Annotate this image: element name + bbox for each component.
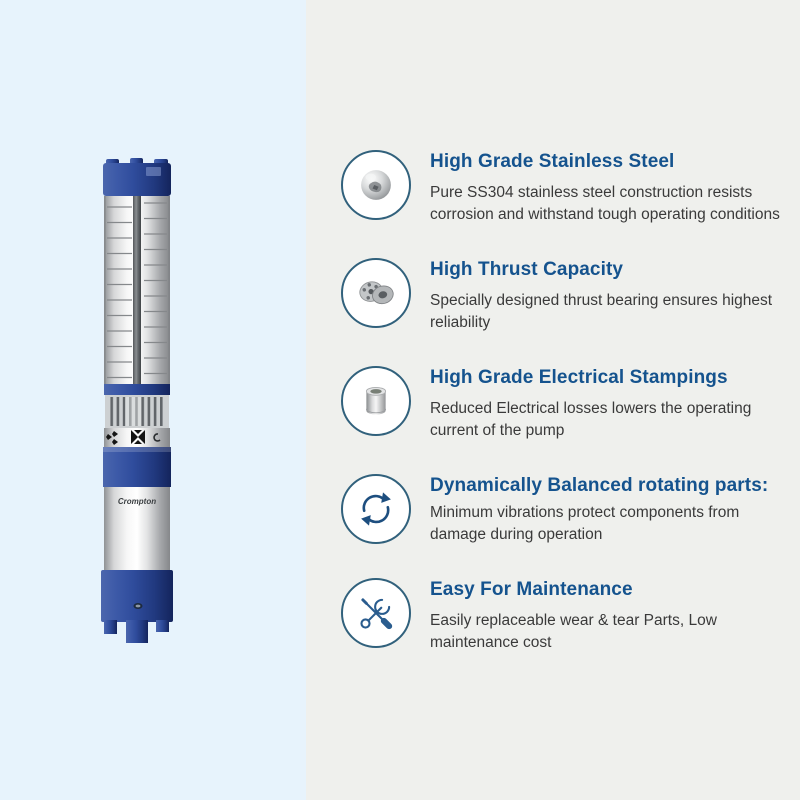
feature-text-block: [430, 150, 786, 227]
thrust-bearing-icon: [341, 258, 411, 328]
ball-bearing-icon: [341, 150, 411, 220]
feature-title: High Grade Electrical Stampings: [430, 367, 728, 388]
feature-text-block: [430, 474, 786, 547]
feature-description: Easily replaceable wear & tear Parts, Low maintenance cost: [430, 612, 717, 652]
electrical-stamping-icon: [341, 366, 411, 436]
feature-item-dynamic-balance: [341, 474, 786, 547]
feature-item-thrust-capacity: [341, 258, 786, 335]
feature-title: High Thrust Capacity: [430, 259, 624, 280]
feature-text-block: [430, 366, 786, 443]
feature-description: Reduced Electrical losses lowers the operating current of the pump: [430, 400, 752, 440]
rotation-arrows-icon: [341, 474, 411, 544]
pump-brand-label: Crompton: [117, 497, 157, 506]
feature-title: Dynamically Balanced rotating parts:: [430, 475, 769, 496]
tools-icon: [341, 578, 411, 648]
feature-item-electrical-stampings: [341, 366, 786, 443]
feature-title: Easy For Maintenance: [430, 579, 633, 600]
feature-description: Minimum vibrations protect components from damage during operation: [430, 504, 740, 544]
feature-description: Specially designed thrust bearing ensures highest reliability: [430, 292, 773, 332]
feature-text-block: [430, 578, 786, 655]
feature-item-easy-maintenance: [341, 578, 786, 655]
feature-description: Pure SS304 stainless steel construction resists corrosion and withstand tough operating conditions: [430, 184, 780, 224]
feature-item-stainless-steel: [341, 150, 786, 227]
feature-title: High Grade Stainless Steel: [430, 151, 675, 172]
feature-text-block: [430, 258, 786, 335]
